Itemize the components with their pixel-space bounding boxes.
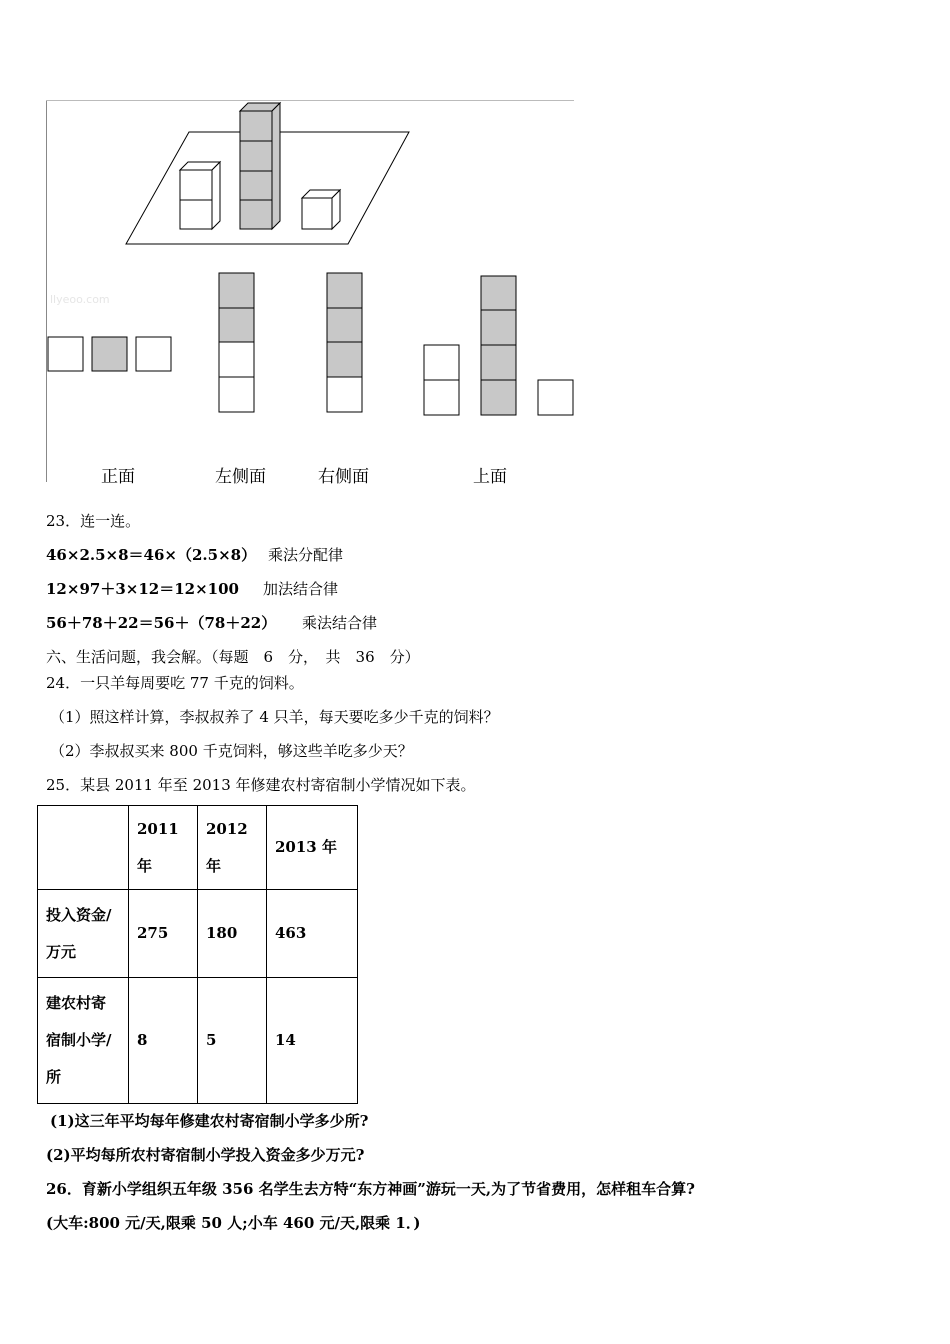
table-header-cell: 2012年 bbox=[198, 806, 267, 890]
front-view bbox=[48, 337, 171, 371]
label-right-side: 右侧面 bbox=[318, 467, 369, 487]
table-cell: 14 bbox=[267, 978, 358, 1104]
table-row bbox=[38, 806, 358, 890]
q25-part-1: (1)这三年平均每年修建农村寄宿制小学多少所? bbox=[50, 1112, 369, 1130]
q23-title: 23．连一连。 bbox=[46, 512, 141, 530]
label-front: 正面 bbox=[101, 467, 135, 487]
table-header-cell: 2011年 bbox=[129, 806, 198, 890]
q26-title: 26．育新小学组织五年级 356 名学生去方特“东方神画”游玩一天,为了节省费用，怎样租车合算? bbox=[46, 1180, 695, 1198]
table-row bbox=[38, 890, 358, 978]
left-side-view bbox=[219, 273, 254, 412]
table-row bbox=[38, 978, 358, 1104]
table-row-label: 建农村寄宿制小学/所 bbox=[38, 978, 129, 1104]
cube-stack-middle bbox=[240, 103, 280, 229]
top-view bbox=[424, 276, 573, 415]
table-cell: 180 bbox=[198, 890, 267, 978]
cube-stack-left bbox=[180, 162, 220, 229]
table-cell: 8 bbox=[129, 978, 198, 1104]
label-top: 上面 bbox=[473, 467, 507, 487]
cube-stack-right bbox=[302, 190, 340, 229]
q24-part-2: （2）李叔叔买来 800 千克饲料，够这些羊吃多少天？ bbox=[50, 742, 413, 760]
q23-law-2: 加法结合律 bbox=[263, 580, 339, 598]
table-cell: 463 bbox=[267, 890, 358, 978]
label-left-side: 左侧面 bbox=[215, 467, 266, 487]
q24-title: 24．一只羊每周要吃 77 千克的饲料。 bbox=[46, 674, 304, 692]
investment-table bbox=[37, 805, 358, 1104]
table-row-label: 投入资金/万元 bbox=[38, 890, 129, 978]
q23-equation-1: 46×2.5×8＝46×（2.5×8） bbox=[46, 546, 257, 564]
right-side-view bbox=[327, 273, 362, 412]
cube-views-figure bbox=[46, 100, 576, 485]
section-6-title: 六、生活问题，我会解。（每题 6 分， 共 36 分） bbox=[46, 648, 420, 666]
q26-note: (大车:800 元/天,限乘 50 人;小车 460 元/天,限乘 1．) bbox=[46, 1214, 421, 1232]
q23-law-3: 乘法结合律 bbox=[302, 614, 378, 632]
q23-equation-2: 12×97＋3×12＝12×100 bbox=[46, 580, 239, 598]
watermark: llyeoo.com bbox=[50, 293, 110, 306]
table-header-cell: 2013 年 bbox=[267, 806, 358, 890]
q24-part-1: （1）照这样计算，李叔叔养了 4 只羊，每天要吃多少千克的饲料？ bbox=[50, 708, 499, 726]
q25-part-2: (2)平均每所农村寄宿制小学投入资金多少万元? bbox=[46, 1146, 365, 1164]
table-cell: 275 bbox=[129, 890, 198, 978]
q25-title: 25．某县 2011 年至 2013 年修建农村寄宿制小学情况如下表。 bbox=[46, 776, 476, 794]
q23-law-1: 乘法分配律 bbox=[268, 546, 344, 564]
cube-drawing bbox=[46, 100, 576, 485]
q23-equation-3: 56＋78＋22＝56＋（78＋22） bbox=[46, 614, 277, 632]
table-cell: 5 bbox=[198, 978, 267, 1104]
table-cell bbox=[38, 806, 129, 890]
